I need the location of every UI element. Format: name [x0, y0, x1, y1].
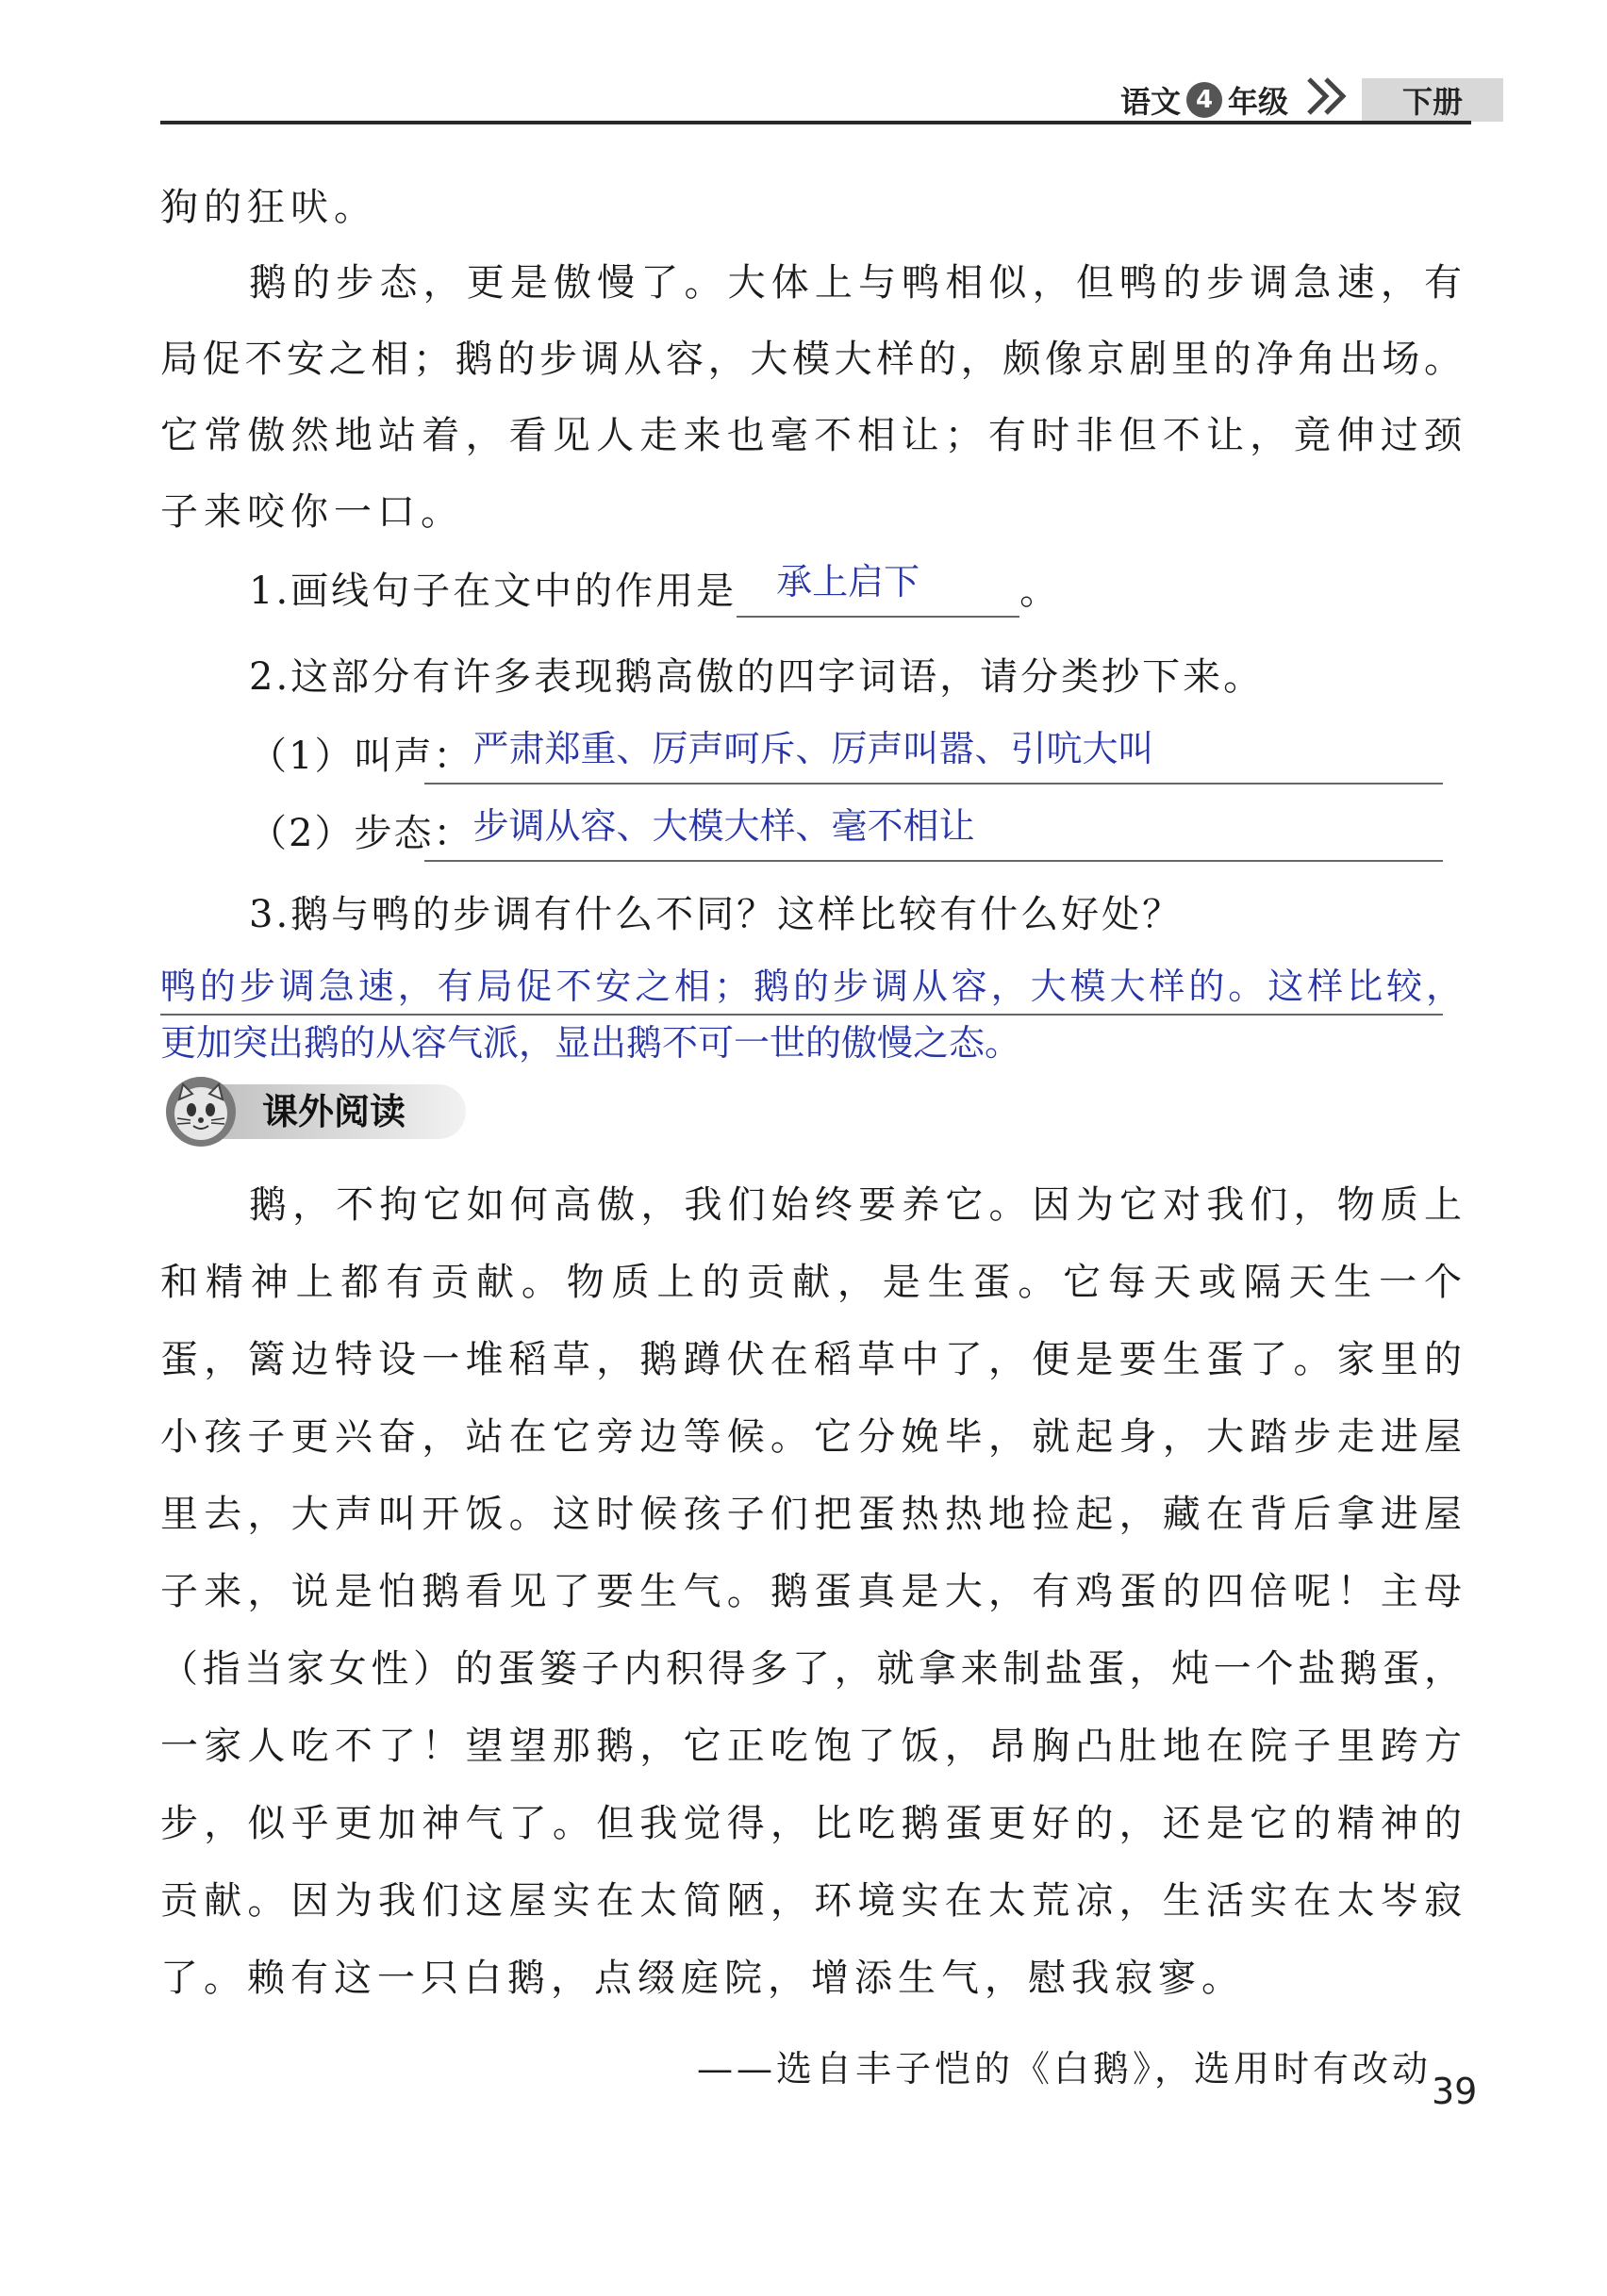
answer-underline	[424, 860, 1443, 862]
question-1-prompt: 1.画线句子在文中的作用是	[249, 570, 737, 613]
question-3-prompt: 3.鹅与鸭的步调有什么不同？这样比较有什么好处？	[249, 893, 1184, 936]
page-number: 39	[1432, 2071, 1478, 2112]
double-chevron-icon	[1305, 75, 1352, 124]
reading-line: 蛋，篱边特设一堆稻草，鹅蹲伏在稻草中了，便是要生蛋了。家里的	[160, 1338, 1462, 1381]
reading-line: （指当家女性）的蛋篓子内积得多了，就拿来制盐蛋，炖一个盐鹅蛋，	[160, 1647, 1462, 1691]
reading-line: 子来，说是怕鹅看见了要生气。鹅蛋真是大，有鸡蛋的四倍呢！主母	[160, 1570, 1462, 1613]
question-1	[249, 561, 1462, 614]
answer-underline	[424, 783, 1443, 785]
section-title: 课外阅读	[262, 1091, 406, 1132]
answer-underline	[160, 1014, 1443, 1016]
reading-line: 和精神上都有贡献。物质上的贡献，是生蛋。它每天或隔天生一个	[160, 1261, 1462, 1304]
question-2-part-2-label: （2）步态：	[249, 812, 473, 855]
passage-line: 鹅的步态，更是傲慢了。大体上与鸭相似，但鸭的步调急速，有	[249, 261, 1462, 305]
answer-underline	[737, 616, 1019, 618]
header-grade-suffix: 年级	[1228, 84, 1289, 120]
grade-number-badge: 4	[1186, 82, 1222, 118]
question-3-answer-line: 鸭的步调急速，有局促不安之相；鹅的步调从容，大模大样的。这样比较，	[160, 966, 1462, 1007]
question-2-part-1-answer: 严肃郑重、厉声呵斥、厉声叫嚣、引吭大叫	[472, 728, 1154, 769]
passage-line: 子来咬你一口。	[160, 490, 464, 534]
question-1-end: 。	[1019, 570, 1061, 613]
section-banner	[164, 1075, 466, 1148]
question-2-part-1-label: （1）叫声：	[249, 735, 473, 778]
running-header	[1120, 77, 1503, 123]
question-1-blank	[737, 561, 1019, 614]
passage-continuation: 狗的狂吠。	[160, 186, 377, 229]
reading-line: 鹅，不拘它如何高傲，我们始终要养它。因为它对我们，物质上	[249, 1183, 1462, 1227]
passage-line: 局促不安之相；鹅的步调从容，大模大样的，颇像京剧里的净角出场。	[160, 338, 1462, 381]
reading-line: 贡献。因为我们这屋实在太简陋，环境实在太荒凉，生活实在太岑寂	[160, 1879, 1462, 1923]
reading-line: 了。赖有这一只白鹅，点缀庭院，增添生气，慰我寂寥。	[160, 1957, 1245, 2000]
question-2-part-2-answer: 步调从容、大模大样、毫不相让	[472, 805, 975, 847]
volume-tab: 下册	[1362, 78, 1503, 122]
passage-line: 它常傲然地站着，看见人走来也毫不相让；有时非但不让，竟伸过颈	[160, 414, 1462, 457]
question-2-part-2	[249, 805, 1433, 856]
question-2-part-1	[249, 728, 1433, 779]
reading-line: 一家人吃不了！望望那鹅，它正吃饱了饭，昂胸凸肚地在院子里跨方	[160, 1725, 1462, 1768]
reading-line: 小孩子更兴奋，站在它旁边等候。它分娩毕，就起身，大踏步走进屋	[160, 1415, 1462, 1459]
question-1-answer: 承上启下	[776, 561, 920, 603]
reading-source: ——选自丰子恺的《白鹅》，选用时有改动	[696, 2048, 1432, 2090]
reading-line: 步，似乎更加神气了。但我觉得，比吃鹅蛋更好的，还是它的精神的	[160, 1802, 1462, 1845]
header-rule	[160, 121, 1471, 124]
question-2-prompt: 2.这部分有许多表现鹅高傲的四字词语，请分类抄下来。	[249, 655, 1265, 699]
header-subject: 语文	[1120, 84, 1182, 120]
cat-face-icon	[164, 1075, 238, 1148]
question-3-answer-line: 更加突出鹅的从容气派，显出鹅不可一世的傲慢之态。	[160, 1022, 1021, 1064]
reading-line: 里去，大声叫开饭。这时候孩子们把蛋热热地捡起，藏在背后拿进屋	[160, 1493, 1462, 1536]
